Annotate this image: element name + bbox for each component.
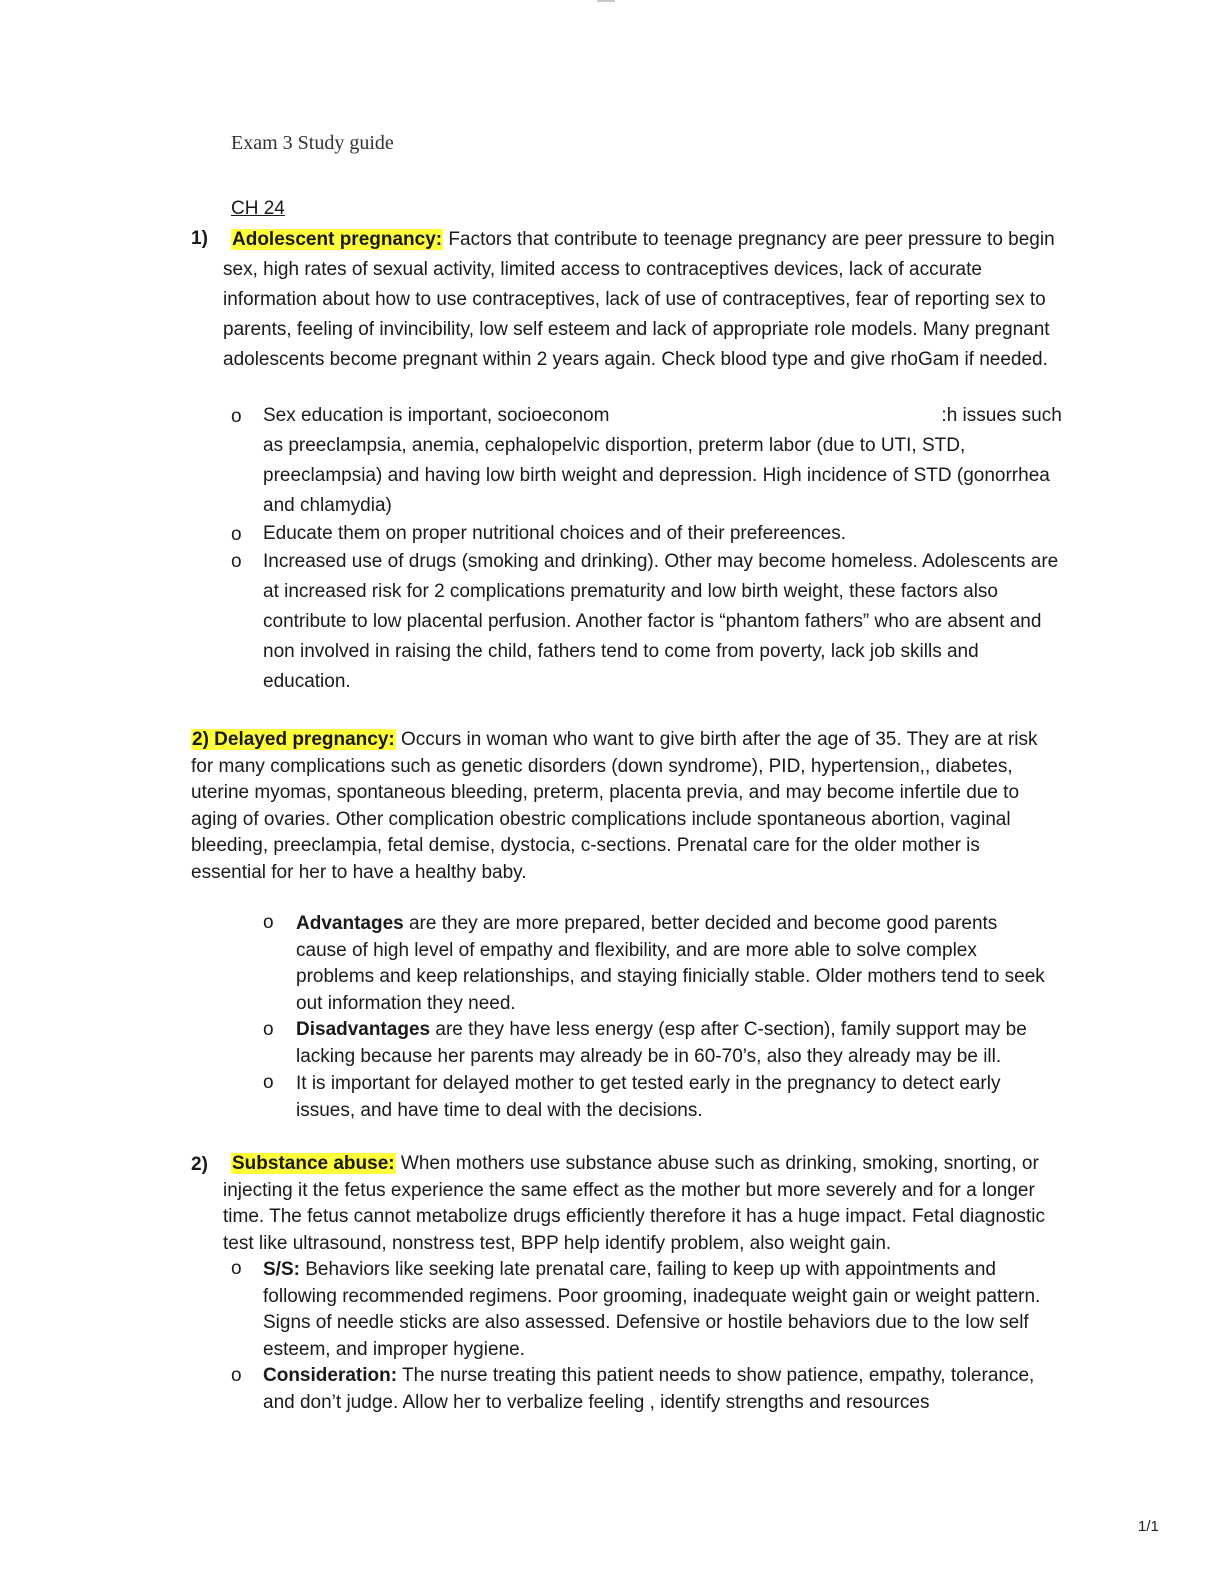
section-2-heading: 2) Delayed pregnancy: <box>192 729 395 750</box>
section-3-bullet-1-mark: o <box>231 1258 242 1279</box>
page-indicator: 1/1 <box>1138 1518 1159 1535</box>
section-1-bullet-3: Increased use of drugs (smoking and drinking). Other may become homeless. Adolescents are at increased risk for 2 complications prematurity and low birth weight, these factors also contribute to low placental perfusion. Another factor is “phantom fathers” who are absent and non involved in raising the child, fathers tend to come from poverty, lack job skills and education. <box>263 551 1059 692</box>
section-2-bullet-1 <box>296 911 1051 1017</box>
disadvantages-text: are they have less energy (esp after C-section), family support may be lacking because her parents may already be in 60-70’s, also they already may be ill. <box>296 1019 1027 1067</box>
section-1-bullet-3-mark: o <box>231 551 242 572</box>
section-3-bullet-2 <box>263 1363 1058 1416</box>
signs-symptoms-text: Behaviors like seeking late prenatal care, failing to keep up with appointments and following recommended regimens. Poor grooming, inadequate weight gain or weight pattern. Signs of needle sticks are also assessed. Defensive or hostile behaviors due to the low self esteem, and improper hygiene. <box>263 1259 1041 1360</box>
section-1-body: Factors that contribute to teenage pregnancy are peer pressure to begin sex, high rates of sexual activity, limited access to contraceptives devices, lack of accurate information about how to use contraceptives, lack of use of contraceptives, fear of reporting sex to parents, feeling of invincibility, low self esteem and lack of appropriate role models. Many pregnant adolescents become pregnant within 2 years again. Check blood type and give rhoGam if needed. <box>223 229 1055 370</box>
section-1-number: 1) <box>191 228 208 249</box>
section-3-number: 2) <box>191 1154 208 1175</box>
section-1-bullet-1-end: :h issues such as preeclampsia, anemia, cephalopelvic disportion, preterm labor (due to UTI, STD, preeclampsia) and having low birth weight and depression. High incidence of STD (gonorrhea and chlamydia) <box>263 405 1062 516</box>
section-1-paragraph <box>223 225 1063 375</box>
section-2-bullet-3-mark: o <box>263 1072 274 1093</box>
advantages-label: Advantages <box>296 913 404 934</box>
section-2-paragraph <box>191 727 1041 886</box>
consideration-text: The nurse treating this patient needs to show patience, empathy, tolerance, and don’t judge. Allow her to verbalize feeling , identify strengths and resources <box>263 1365 1035 1413</box>
section-2-body: Occurs in woman who want to give birth after the age of 35. They are at risk for many complications such as genetic disorders (down syndrome), PID, hypertension,, diabetes, uterine myomas, spontaneous bleeding, preterm, placenta previa, and may become infertile due to aging of ovaries. Other complication obestric complications include spontaneous abortion, vaginal bleeding, preeclampia, fetal demise, dystocia, c-sections. Prenatal care for the older mother is essential for her to have a healthy baby. <box>191 729 1038 883</box>
section-2-bullet-1-mark: o <box>263 912 274 933</box>
section-2-bullet-3: It is important for delayed mother to get tested early in the pregnancy to detect early issues, and have time to deal with the decisions. <box>296 1073 1001 1121</box>
section-3-paragraph <box>223 1151 1053 1257</box>
section-3-heading: Substance abuse: <box>232 1153 395 1174</box>
page-top-mark <box>597 0 615 2</box>
section-3-bullet-2-mark: o <box>231 1365 242 1386</box>
section-1-bullet-2: Educate them on proper nutritional choices and of their prefereences. <box>263 523 847 544</box>
section-1-bullet-1 <box>263 401 1063 521</box>
consideration-label: Consideration: <box>263 1365 398 1386</box>
section-3-bullet-1 <box>263 1257 1053 1363</box>
chapter-heading: CH 24 <box>231 198 285 219</box>
advantages-text: are they are more prepared, better decided and become good parents cause of high level of empathy and flexibility, and are more able to solve complex problems and keep relationships, and staying finicially stable. Older mothers tend to seek out information they need. <box>296 913 1045 1014</box>
section-2-bullet-2-mark: o <box>263 1019 274 1040</box>
section-1-bullet-1-start: Sex education is important, socioeconom <box>263 405 610 426</box>
section-2-bullet-2 <box>296 1017 1051 1070</box>
document-title: Exam 3 Study guide <box>231 132 394 154</box>
section-3-body: When mothers use substance abuse such as drinking, smoking, snorting, or injecting it the fetus experience the same effect as the mother but more severely and for a longer time. The fetus cannot metabolize drugs efficiently therefore it has a huge impact. Fetal diagnostic test like ultrasound, nonstress test, BPP help identify problem, also weight gain. <box>223 1153 1046 1254</box>
signs-symptoms-label: S/S: <box>263 1259 300 1280</box>
section-1-bullet-1-mark: o <box>231 406 242 427</box>
disadvantages-label: Disadvantages <box>296 1019 431 1040</box>
section-1-bullet-2-mark: o <box>231 524 242 545</box>
section-1-heading: Adolescent pregnancy: <box>232 229 443 250</box>
